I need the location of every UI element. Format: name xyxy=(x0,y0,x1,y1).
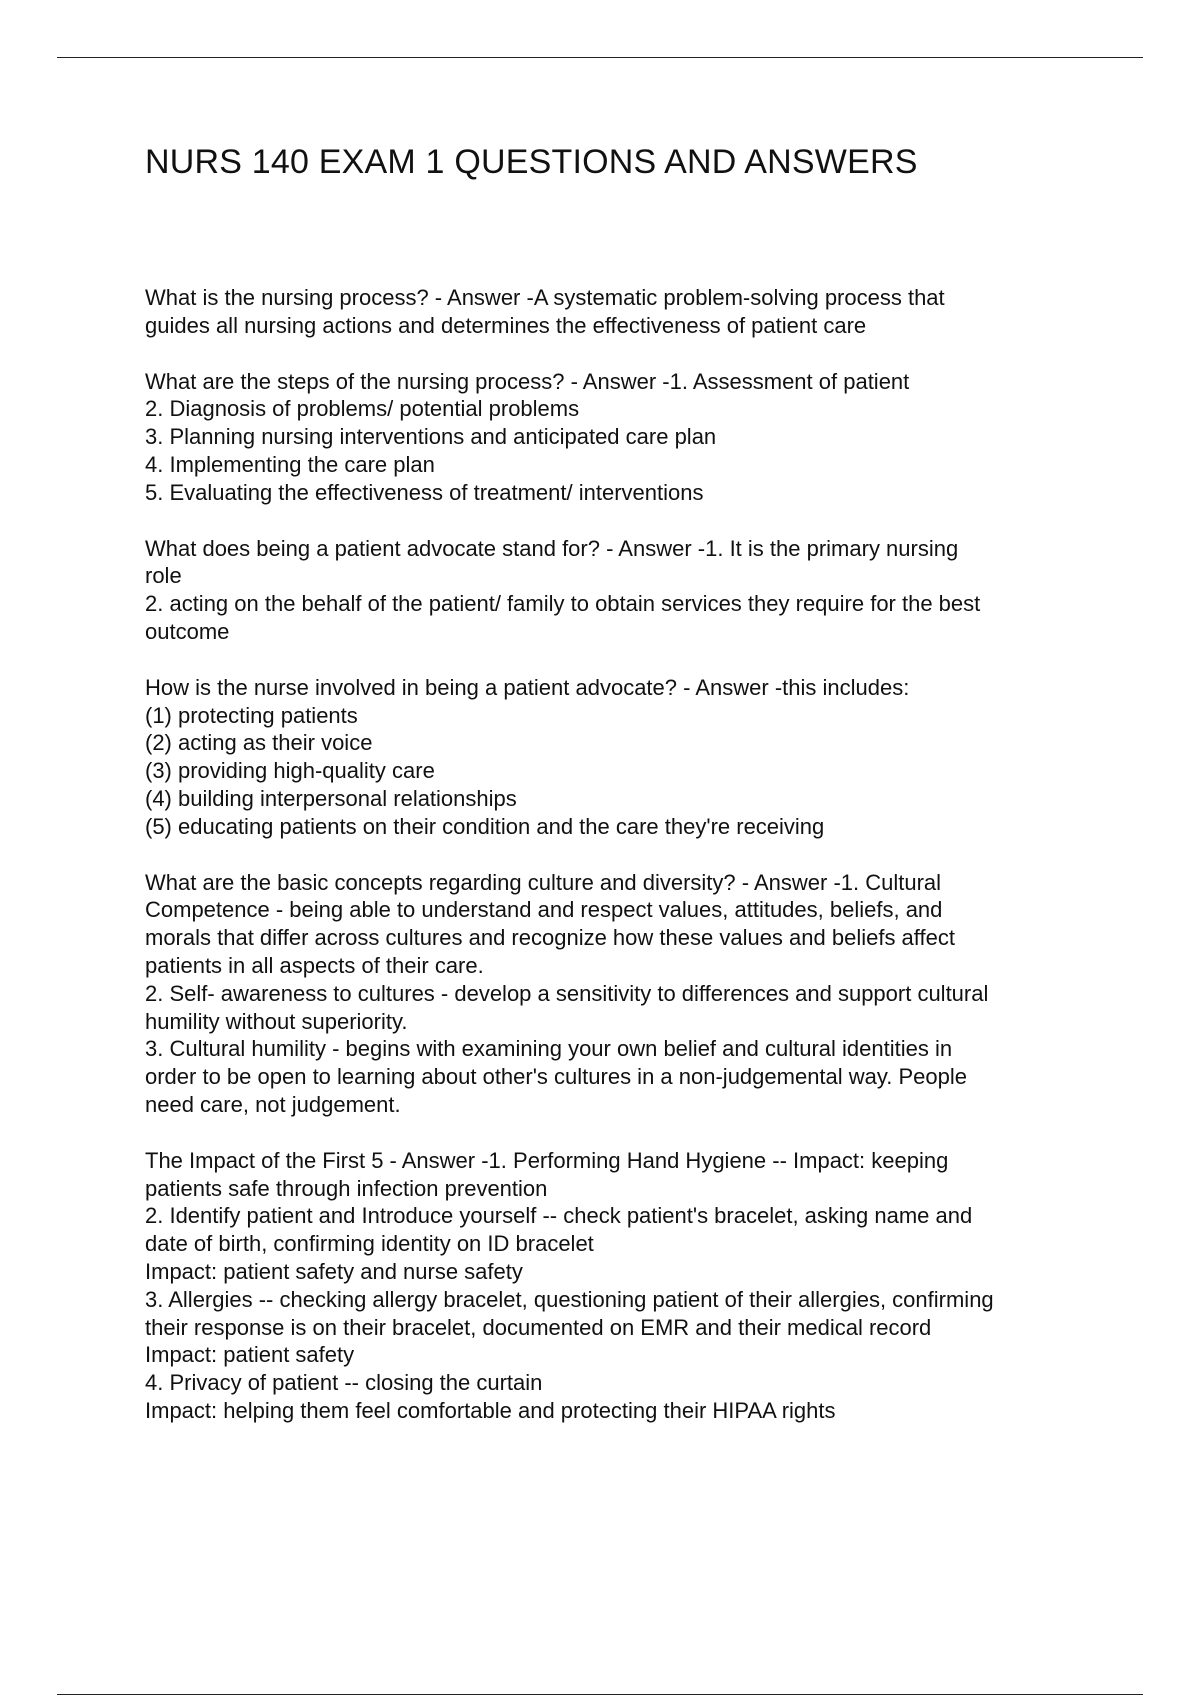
qa-answer-line: 2. acting on the behalf of the patient/ family to obtain services they require for the best xyxy=(145,591,981,617)
qa-answer-line: (1) protecting patients xyxy=(145,702,358,728)
qa-answer-line: Impact: patient safety xyxy=(145,1342,355,1368)
qa-question-line: What are the basic concepts regarding culture and diversity? - Answer -1. Cultural xyxy=(145,869,942,895)
qa-item xyxy=(145,869,1105,1119)
qa-item xyxy=(145,368,1105,507)
qa-answer-line: patients safe through infection prevention xyxy=(145,1175,548,1201)
qa-answer-line: 4. Privacy of patient -- closing the curtain xyxy=(145,1370,543,1396)
qa-answer-line: (2) acting as their voice xyxy=(145,730,373,756)
qa-answer-line: 3. Planning nursing interventions and anticipated care plan xyxy=(145,424,717,450)
qa-item xyxy=(145,1147,1105,1425)
qa-question-line: How is the nurse involved in being a patient advocate? - Answer -this includes: xyxy=(145,674,910,700)
qa-answer-line: Competence - being able to understand and respect values, attitudes, beliefs, and xyxy=(145,897,943,923)
qa-list xyxy=(145,284,1105,1453)
qa-answer-line: (4) building interpersonal relationships xyxy=(145,785,517,811)
qa-answer-line: Impact: helping them feel comfortable and protecting their HIPAA rights xyxy=(145,1397,836,1423)
qa-item xyxy=(145,674,1105,841)
qa-answer-line: outcome xyxy=(145,618,230,644)
qa-answer-line: guides all nursing actions and determines the effectiveness of patient care xyxy=(145,312,867,338)
qa-answer-line: role xyxy=(145,563,182,589)
qa-answer-line: 5. Evaluating the effectiveness of treatment/ interventions xyxy=(145,479,704,505)
qa-answer-line: their response is on their bracelet, documented on EMR and their medical record xyxy=(145,1314,932,1340)
top-rule xyxy=(57,57,1143,58)
qa-answer-line: 3. Cultural humility - begins with examining your own belief and cultural identities in xyxy=(145,1036,953,1062)
qa-answer-line: (5) educating patients on their condition and the care they're receiving xyxy=(145,813,825,839)
qa-answer-line: 2. Diagnosis of problems/ potential problems xyxy=(145,396,580,422)
qa-answer-line: date of birth, confirming identity on ID bracelet xyxy=(145,1231,594,1257)
qa-item xyxy=(145,284,1105,340)
qa-answer-line: 3. Allergies -- checking allergy bracelet, questioning patient of their allergies, confirming xyxy=(145,1286,994,1312)
qa-item xyxy=(145,535,1105,646)
bottom-rule xyxy=(57,1694,1143,1695)
qa-answer-line: humility without superiority. xyxy=(145,1008,408,1034)
qa-question-line: What is the nursing process? - Answer -A systematic problem-solving process that xyxy=(145,285,945,310)
qa-answer-line: Impact: patient safety and nurse safety xyxy=(145,1258,523,1284)
qa-answer-line: 4. Implementing the care plan xyxy=(145,451,435,477)
qa-question-line: The Impact of the First 5 - Answer -1. Performing Hand Hygiene -- Impact: keeping xyxy=(145,1147,949,1173)
qa-answer-line: morals that differ across cultures and recognize how these values and beliefs affect xyxy=(145,925,955,951)
qa-question-line: What does being a patient advocate stand for? - Answer -1. It is the primary nursing xyxy=(145,535,959,561)
qa-answer-line: order to be open to learning about other's cultures in a non-judgemental way. People xyxy=(145,1064,967,1090)
qa-answer-line: patients in all aspects of their care. xyxy=(145,952,484,978)
document-title: NURS 140 EXAM 1 QUESTIONS AND ANSWERS xyxy=(145,143,918,181)
qa-answer-line: need care, not judgement. xyxy=(145,1091,401,1117)
qa-answer-line: 2. Identify patient and Introduce yourself -- check patient's bracelet, asking name and xyxy=(145,1203,973,1229)
qa-question-line: What are the steps of the nursing process? - Answer -1. Assessment of patient xyxy=(145,368,910,394)
qa-answer-line: 2. Self- awareness to cultures - develop a sensitivity to differences and support cultural xyxy=(145,980,989,1006)
qa-answer-line: (3) providing high-quality care xyxy=(145,758,435,784)
